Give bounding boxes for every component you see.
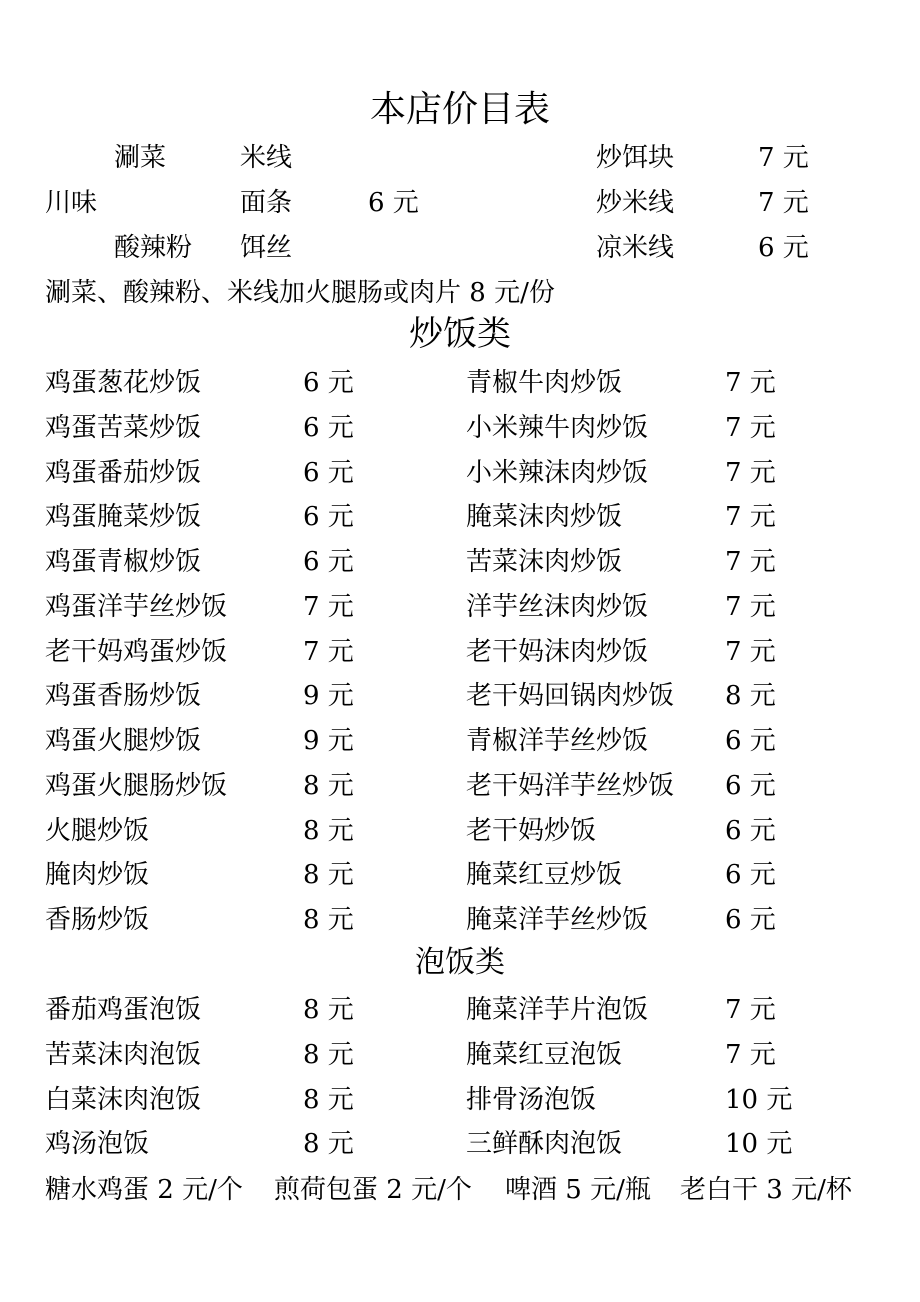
item-price: 9 元 [303,681,354,712]
item-name: 苦菜沫肉泡饭 [45,1039,202,1070]
right-item-1-price: 7 元 [758,143,809,173]
item-name: 老干妈炒饭 [466,815,597,846]
right-item-1-name: 炒饵块 [596,143,675,173]
item-price: 6 元 [725,770,776,801]
item-price: 7 元 [725,412,776,443]
item-price: 8 元 [303,905,354,935]
item-price: 7 元 [725,502,776,533]
left-item-2: 酸辣粉 [114,233,193,263]
item-price: 8 元 [303,1039,354,1070]
item-name: 青椒牛肉炒饭 [466,368,623,398]
item-price: 7 元 [725,591,776,622]
item-name: 青椒洋芋丝炒饭 [466,726,649,756]
item-price: 6 元 [303,457,354,488]
item-name: 老干妈回锅肉炒饭 [466,681,675,712]
page-title: 本店价目表 [369,89,550,130]
item-price: 8 元 [303,1084,354,1115]
mid-item-2: 面条 [240,188,293,218]
item-name: 腌菜洋芋片泡饭 [466,995,649,1025]
item-price: 7 元 [725,457,776,488]
mid-item-3: 饵丝 [240,233,293,263]
item-name: 苦菜沫肉炒饭 [466,547,623,577]
item-price: 6 元 [303,547,354,577]
item-name: 火腿炒饭 [45,815,150,846]
item-price: 7 元 [303,636,354,667]
item-name: 鸡蛋葱花炒饭 [45,368,202,398]
item-price: 10 元 [725,1084,793,1115]
extra-item: 糖水鸡蛋 2 元/个 [45,1175,243,1205]
item-name: 鸡蛋苦菜炒饭 [45,412,202,443]
extra-item: 老白干 3 元/杯 [680,1175,852,1205]
chuanwei-price: 6 元 [368,188,419,218]
item-price: 6 元 [725,815,776,846]
mid-item-1: 米线 [240,143,293,173]
item-price: 8 元 [303,995,354,1025]
item-name: 香肠炒饭 [45,905,150,935]
item-name: 排骨汤泡饭 [466,1084,597,1115]
item-price: 8 元 [725,681,776,712]
item-name: 三鲜酥肉泡饭 [466,1129,623,1160]
item-name: 老干妈洋芋丝炒饭 [466,770,675,801]
extra-item: 煎荷包蛋 2 元/个 [274,1175,472,1205]
item-price: 7 元 [303,591,354,622]
item-name: 腌菜沫肉炒饭 [466,502,623,533]
item-name: 鸡蛋番茄炒饭 [45,457,202,488]
item-price: 10 元 [725,1129,793,1160]
item-name: 鸡蛋青椒炒饭 [45,547,202,577]
item-price: 6 元 [303,412,354,443]
item-price: 9 元 [303,726,354,756]
item-price: 6 元 [725,726,776,756]
item-price: 8 元 [303,770,354,801]
item-name: 腌菜红豆泡饭 [466,1039,623,1070]
item-name: 白菜沫肉泡饭 [45,1084,202,1115]
item-name: 小米辣牛肉炒饭 [466,412,649,443]
item-name: 鸡蛋火腿肠炒饭 [45,770,228,801]
item-name: 番茄鸡蛋泡饭 [45,995,202,1025]
soup-rice-heading: 泡饭类 [415,945,505,980]
item-name: 老干妈鸡蛋炒饭 [45,636,228,667]
item-price: 8 元 [303,1129,354,1160]
item-price: 8 元 [303,815,354,846]
item-price: 6 元 [725,860,776,891]
right-item-2-price: 7 元 [758,188,809,218]
item-price: 6 元 [725,905,776,935]
item-name: 腌菜红豆炒饭 [466,860,623,891]
item-name: 鸡蛋腌菜炒饭 [45,502,202,533]
item-name: 老干妈沫肉炒饭 [466,636,649,667]
item-name: 小米辣沫肉炒饭 [466,457,649,488]
item-price: 6 元 [303,502,354,533]
item-price: 8 元 [303,860,354,891]
item-price: 6 元 [303,368,354,398]
item-price: 7 元 [725,368,776,398]
item-price: 7 元 [725,995,776,1025]
chuanwei-note: 涮菜、酸辣粉、米线加火腿肠或肉片 8 元/份 [45,278,555,308]
fried-rice-heading: 炒饭类 [409,314,511,354]
item-name: 鸡蛋洋芋丝炒饭 [45,591,228,622]
item-name: 洋芋丝沫肉炒饭 [466,591,649,622]
item-name: 鸡蛋香肠炒饭 [45,681,202,712]
left-item-1: 涮菜 [114,143,167,173]
extra-item: 啤酒 5 元/瓶 [505,1175,651,1205]
item-name: 腌菜洋芋丝炒饭 [466,905,649,935]
item-price: 7 元 [725,1039,776,1070]
item-name: 腌肉炒饭 [45,860,150,891]
right-item-2-name: 炒米线 [596,188,675,218]
item-name: 鸡汤泡饭 [45,1129,150,1160]
right-item-3-name: 凉米线 [596,233,675,263]
right-item-3-price: 6 元 [758,233,809,263]
chuanwei-label: 川味 [45,188,98,218]
item-price: 7 元 [725,547,776,577]
item-price: 7 元 [725,636,776,667]
item-name: 鸡蛋火腿炒饭 [45,726,202,756]
